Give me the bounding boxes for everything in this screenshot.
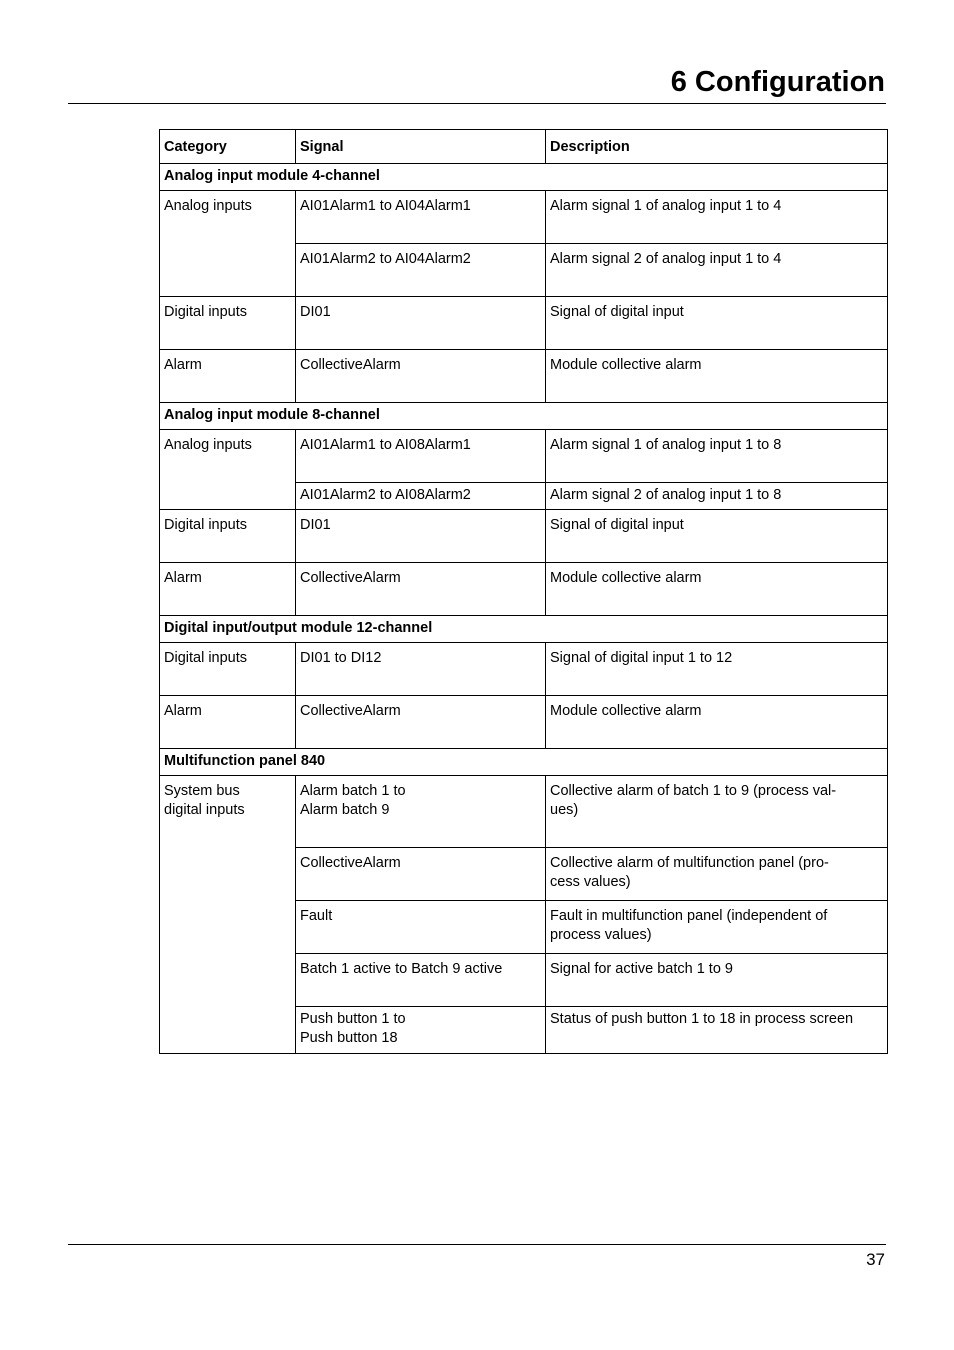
category-cell: Alarm	[160, 350, 296, 403]
category-cell: Digital inputs	[160, 510, 296, 563]
signal-cell: CollectiveAlarm	[296, 563, 546, 616]
description-cell: Signal for active batch 1 to 9	[546, 954, 888, 1007]
signal-cell: Batch 1 active to Batch 9 active	[296, 954, 546, 1007]
section-row	[160, 616, 888, 643]
description-cell: Module collective alarm	[546, 350, 888, 403]
chapter-title: 6 Configuration	[670, 66, 885, 98]
signal-cell: AI01Alarm1 to AI04Alarm1	[296, 191, 546, 244]
signal-cell: CollectiveAlarm	[296, 350, 546, 403]
table-row	[160, 297, 888, 350]
description-cell: Collective alarm of multifunction panel (pro- cess values)	[546, 848, 888, 901]
description-cell: Module collective alarm	[546, 696, 888, 749]
category-cell: Analog inputs	[160, 191, 296, 297]
description-cell: Signal of digital input	[546, 510, 888, 563]
footer-rule	[68, 1244, 886, 1245]
table-row	[160, 643, 888, 696]
table-row	[160, 563, 888, 616]
description-cell: Signal of digital input	[546, 297, 888, 350]
header-signal: Signal	[296, 130, 546, 164]
description-cell: Alarm signal 1 of analog input 1 to 4	[546, 191, 888, 244]
description-cell: Signal of digital input 1 to 12	[546, 643, 888, 696]
description-cell: Status of push button 1 to 18 in process screen	[546, 1007, 888, 1054]
signal-cell: DI01	[296, 510, 546, 563]
signal-table	[159, 129, 888, 1054]
signal-cell: CollectiveAlarm	[296, 696, 546, 749]
table-row	[160, 430, 888, 483]
signal-cell: Push button 1 to Push button 18	[296, 1007, 546, 1054]
category-cell: Digital inputs	[160, 297, 296, 350]
table-row	[160, 510, 888, 563]
category-cell: Digital inputs	[160, 643, 296, 696]
category-cell: System bus digital inputs	[160, 776, 296, 1054]
description-cell: Alarm signal 1 of analog input 1 to 8	[546, 430, 888, 483]
section-title: Multifunction panel 840	[160, 749, 888, 776]
section-row	[160, 749, 888, 776]
description-cell: Fault in multifunction panel (independent of process values)	[546, 901, 888, 954]
signal-cell: Fault	[296, 901, 546, 954]
page-number: 37	[866, 1250, 885, 1269]
table-row	[160, 696, 888, 749]
section-row	[160, 164, 888, 191]
section-title: Digital input/output module 12-channel	[160, 616, 888, 643]
section-title: Analog input module 8-channel	[160, 403, 888, 430]
description-cell: Collective alarm of batch 1 to 9 (process val- ues)	[546, 776, 888, 848]
table-header-row	[160, 130, 888, 164]
signal-cell: DI01	[296, 297, 546, 350]
signal-cell: DI01 to DI12	[296, 643, 546, 696]
table-row	[160, 776, 888, 848]
header-rule	[68, 103, 886, 104]
section-title: Analog input module 4-channel	[160, 164, 888, 191]
signal-cell: AI01Alarm1 to AI08Alarm1	[296, 430, 546, 483]
signal-cell: CollectiveAlarm	[296, 848, 546, 901]
table-row	[160, 191, 888, 244]
header-description: Description	[546, 130, 888, 164]
signal-cell: AI01Alarm2 to AI08Alarm2	[296, 483, 546, 510]
description-cell: Module collective alarm	[546, 563, 888, 616]
description-cell: Alarm signal 2 of analog input 1 to 4	[546, 244, 888, 297]
category-cell: Alarm	[160, 696, 296, 749]
signal-cell: Alarm batch 1 to Alarm batch 9	[296, 776, 546, 848]
description-cell: Alarm signal 2 of analog input 1 to 8	[546, 483, 888, 510]
signal-cell: AI01Alarm2 to AI04Alarm2	[296, 244, 546, 297]
category-cell: Alarm	[160, 563, 296, 616]
category-cell: Analog inputs	[160, 430, 296, 510]
table-row	[160, 350, 888, 403]
header-category: Category	[160, 130, 296, 164]
section-row	[160, 403, 888, 430]
